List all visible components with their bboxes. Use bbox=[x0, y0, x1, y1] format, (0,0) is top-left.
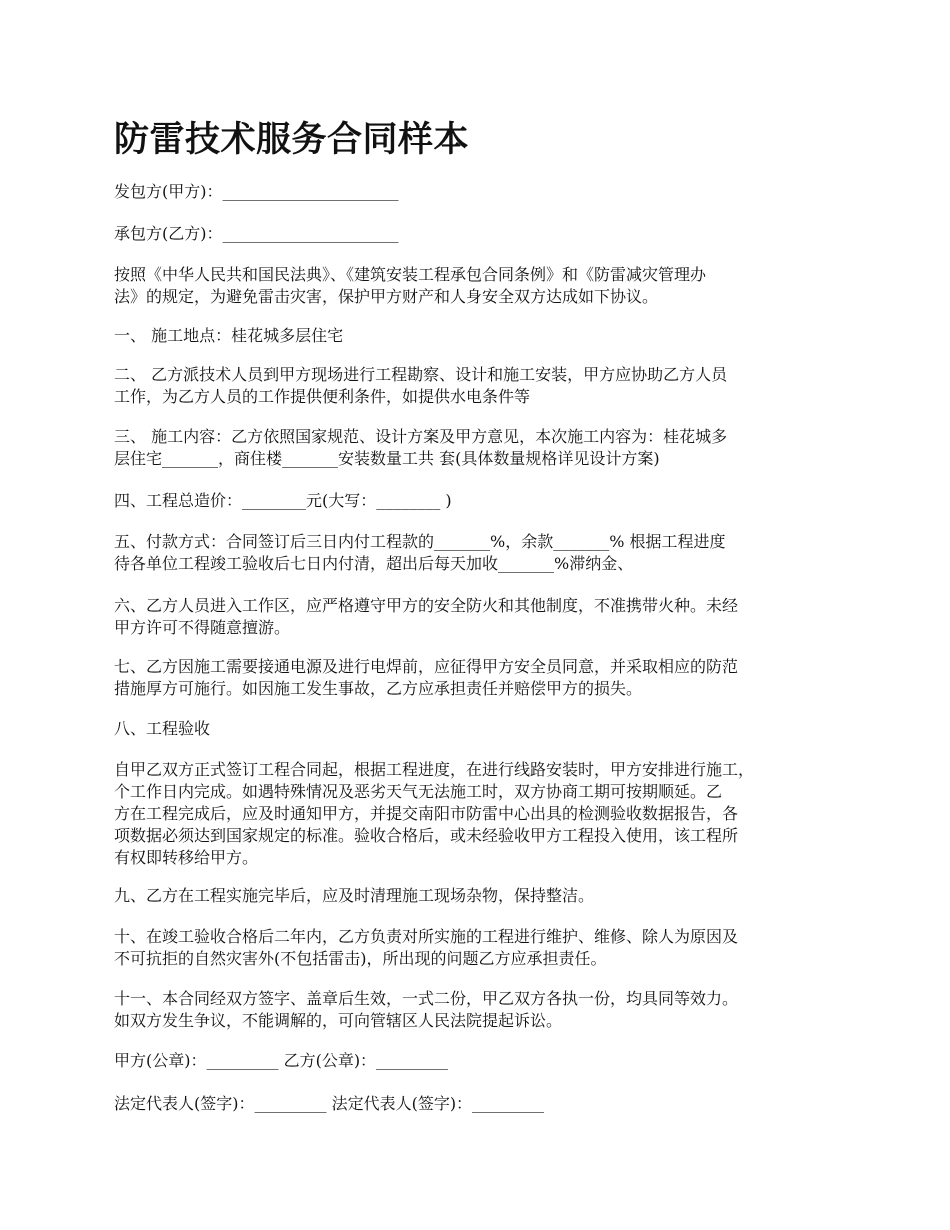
clause-5 bbox=[114, 531, 854, 575]
clause-2 bbox=[114, 364, 854, 408]
text-line: 如双方发生争议，不能调解的，可向管辖区人民法院提起诉讼。 bbox=[114, 1011, 563, 1030]
document-title: 防雷技术服务合同样本 bbox=[114, 120, 470, 160]
text-line: 甲方许可不得随意擅游。 bbox=[114, 618, 291, 637]
representative-signature-line: 法定代表人(签字)：_________ 法定代表人(签字)：_________ bbox=[114, 1094, 545, 1113]
text-line: 十一、本合同经双方签字、盖章后生效，一式二份，甲乙双方各执一份，均具同等效力。 bbox=[114, 989, 739, 1008]
text-line: 法》的规定，为避免雷击灾害，保护甲方财产和人身安全双方达成如下协议。 bbox=[114, 287, 659, 306]
clause-6 bbox=[114, 595, 854, 639]
text-line: 按照《中华人民共和国民法典》、《建筑安装工程承包合同条例》和《防雷减灾管理办 bbox=[114, 265, 707, 284]
text-line: 八、工程验收 bbox=[114, 719, 211, 738]
text-line: 措施厚方可施行。如因施工发生事故，乙方应承担责任并赔偿甲方的损失。 bbox=[114, 679, 643, 698]
party-a-line: 发包方(甲方)：______________________ bbox=[114, 182, 399, 201]
text-line: 项数据必须达到国家规定的标准。验收合格后，或未经验收甲方工程投入使用，该工程所 bbox=[114, 826, 739, 845]
text-line: 九、乙方在工程实施完毕后，应及时清理施工现场杂物，保持整洁。 bbox=[114, 886, 595, 905]
text-line: 四、工程总造价：________元(大写：________ ) bbox=[114, 491, 452, 510]
party-b-line: 承包方(乙方)：______________________ bbox=[114, 224, 399, 243]
text-line: 自甲乙双方正式签订工程合同起，根据工程进度，在进行线路安装时，甲方安排进行施工， bbox=[114, 760, 755, 779]
text-line: 待各单位工程竣工验收后七日内付清，超出后每天加收_______%滞纳金、 bbox=[114, 554, 634, 573]
text-line: 方在工程完成后，应及时通知甲方，并提交南阳市防雷中心出具的检测验收数据报告，各 bbox=[114, 804, 739, 823]
text-line: 十、在竣工验收合格后二年内，乙方负责对所实施的工程进行维护、维修、除人为原因及 bbox=[114, 927, 739, 946]
clause-9 bbox=[114, 885, 854, 907]
text-line: 个工作日内完成。如遇特殊情况及恶劣天气无法施工时，双方协商工期可按期顺延。乙 bbox=[114, 782, 723, 801]
text-line: 一、 施工地点：桂花城多层住宅 bbox=[114, 326, 344, 345]
preamble-paragraph bbox=[114, 264, 854, 308]
text-line: 工作，为乙方人员的工作提供便利条件，如提供水电条件等 bbox=[114, 387, 531, 406]
text-line: 有权即转移给甲方。 bbox=[114, 848, 259, 867]
clause-4 bbox=[114, 490, 854, 512]
text-line: 层住宅_______，商住楼_______安装数量工共 套(具体数量规格详见设计方案) bbox=[114, 449, 660, 468]
clause-11 bbox=[114, 988, 854, 1032]
clause-8-body bbox=[114, 759, 854, 869]
text-line: 五、付款方式：合同签订后三日内付工程款的_______%，余款_______% 根据工程进度 bbox=[114, 532, 726, 551]
clause-3 bbox=[114, 426, 854, 470]
text-line: 六、乙方人员进入工作区，应严格遵守甲方的安全防火和其他制度，不准携带火种。未经 bbox=[114, 596, 739, 615]
clause-10 bbox=[114, 926, 854, 970]
text-line: 不可抗拒的自然灾害外(不包括雷击)，所出现的问题乙方应承担责任。 bbox=[114, 949, 607, 968]
clause-8-heading bbox=[114, 718, 854, 740]
text-line: 三、 施工内容：乙方依照国家规范、设计方案及甲方意见，本次施工内容为：桂花城多 bbox=[114, 427, 728, 446]
seal-signature-line: 甲方(公章)：_________ 乙方(公章)：_________ bbox=[114, 1051, 449, 1070]
clause-7 bbox=[114, 656, 854, 700]
text-line: 二、 乙方派技术人员到甲方现场进行工程勘察、设计和施工安装，甲方应协助乙方人员 bbox=[114, 365, 728, 384]
text-line: 七、乙方因施工需要接通电源及进行电焊前，应征得甲方安全员同意，并采取相应的防范 bbox=[114, 657, 739, 676]
clause-1 bbox=[114, 325, 854, 347]
